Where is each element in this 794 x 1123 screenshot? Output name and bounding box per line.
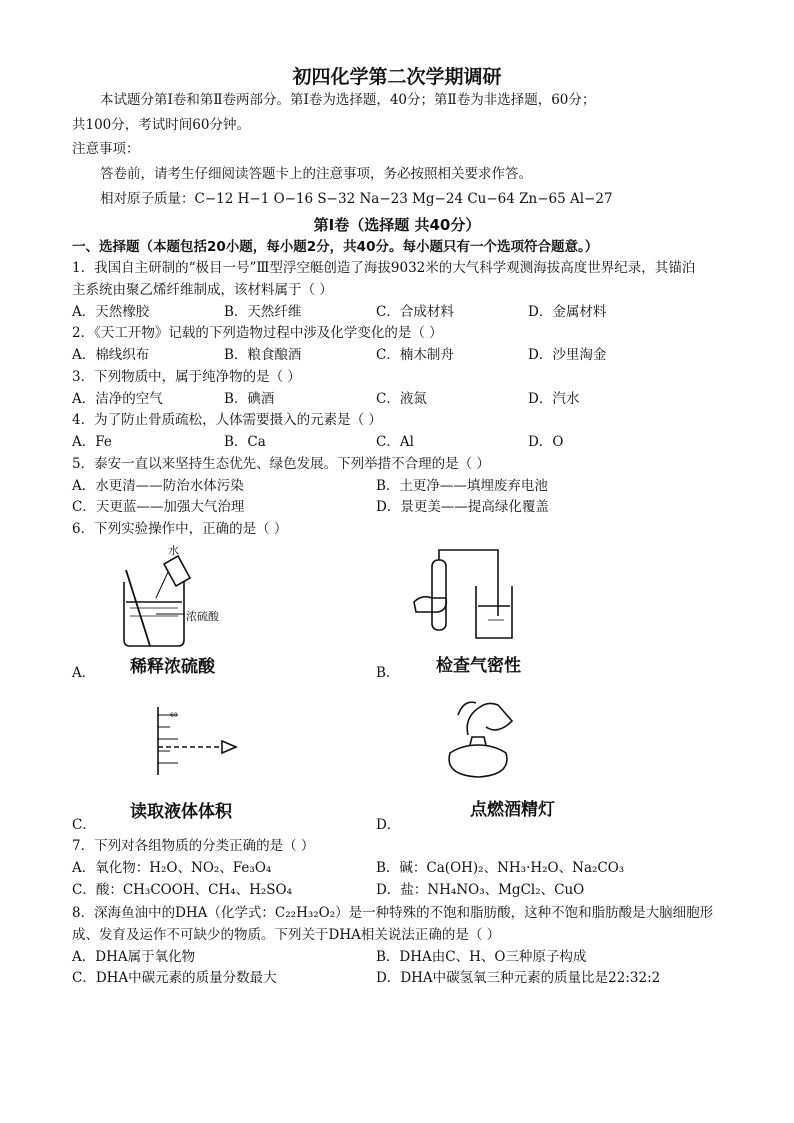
caption-b: 检查气密性: [436, 656, 521, 676]
notice-text: 答卷前，请考生仔细阅读答题卡上的注意事项，务必按照相关要求作答。: [100, 166, 532, 182]
q3-option-d: D．汽水: [528, 391, 580, 407]
q2-option-a: A．棉线织布: [72, 347, 150, 363]
air-tightness-figure: [408, 546, 518, 646]
q4-option-d: D．O: [528, 434, 564, 450]
q2-option-d: D．沙里淘金: [528, 347, 607, 363]
q6-stem: 6．下列实验操作中，正确的是（ ）: [72, 521, 288, 537]
q7-option-a: A．氧化物：H₂O、NO₂、Fe₃O₄: [72, 860, 272, 876]
q2-stem: 2．《天工开物》记载的下列造物过程中涉及化学变化的是（ ）: [72, 325, 443, 341]
q5-option-d: D．景更美——提高绿化覆盖: [376, 499, 549, 515]
q4-option-b: B．Ca: [224, 434, 266, 450]
q4-option-a: A．Fe: [72, 434, 112, 450]
alcohol-lamp-icon: [449, 745, 507, 777]
alcohol-lamp-figure: [428, 695, 528, 785]
q3-option-a: A．洁净的空气: [72, 391, 163, 407]
svg-text:60: 60: [170, 712, 178, 719]
q6-option-c: C．: [72, 817, 96, 833]
atomic-mass-line: 相对原子质量：C−12 H−1 O−16 S−32 Na−23 Mg−24 Cu−64 Zn−65 Al−27: [100, 191, 613, 207]
q6-option-b: B．: [376, 665, 400, 681]
q6-option-a: A．: [72, 665, 96, 681]
q8-option-d: D．DHA中碳氢氧三种元素的质量比是22:32:2: [376, 970, 661, 986]
notice-label: 注意事项：: [72, 141, 140, 157]
q5-option-a: A．水更清——防治水体污染: [72, 478, 244, 494]
beaker-icon: [476, 586, 512, 638]
q1-option-c: C．合成材料: [376, 304, 454, 320]
q5-option-b: B．土更净——填埋废弃电池: [376, 478, 548, 494]
section-title: 第Ⅰ卷（选择题 共40分）: [313, 216, 481, 234]
q2-option-b: B．粮食酿酒: [224, 347, 302, 363]
q7-option-c: C．酸：CH₃COOH、CH₄、H₂SO₄: [72, 882, 293, 898]
caption-c: 读取液体体积: [130, 802, 232, 822]
q3-option-c: C．液氮: [376, 391, 427, 407]
read-volume-figure: [150, 703, 260, 783]
q1-option-a: A．天然橡胶: [72, 304, 150, 320]
q8-line-2: 成、发育及运作不可缺少的物质。下列关于DHA相关说法正确的是（ ）: [72, 927, 501, 943]
q4-option-c: C．Al: [376, 434, 414, 450]
q1-option-d: D．金属材料: [528, 304, 607, 320]
q1-option-b: B．天然纤维: [224, 304, 302, 320]
part-heading: 一、选择题（本题包括20小题，每小题2分，共40分。每小题只有一个选项符合题意。）: [72, 239, 599, 255]
q3-option-b: B．碘酒: [224, 391, 275, 407]
q1-line-2: 主系统由聚乙烯纤维制成，该材料属于（ ）: [72, 282, 333, 298]
cup-icon: [164, 556, 190, 586]
q7-stem: 7．下列对各组物质的分类正确的是（ ）: [72, 838, 315, 854]
q8-option-c: C．DHA中碳元素的质量分数最大: [72, 970, 277, 986]
q6-option-d: D．: [376, 817, 401, 833]
intro-line-2: 共100分，考试时间60分钟。: [72, 117, 250, 133]
q4-stem: 4．为了防止骨质疏松，人体需要摄入的元素是（ ）: [72, 412, 382, 428]
caption-a: 稀释浓硫酸: [130, 657, 215, 677]
q8-option-a: A．DHA属于氧化物: [72, 949, 196, 965]
dilute-acid-figure: [116, 542, 246, 652]
water-label: 水: [168, 544, 179, 557]
page-title: 初四化学第二次学期调研: [292, 66, 502, 88]
q7-option-b: B．碱：Ca(OH)₂、NH₃·H₂O、Na₂CO₃: [376, 860, 625, 876]
test-tube-icon: [432, 560, 446, 630]
acid-label: 浓硫酸: [186, 610, 219, 623]
eye-icon: [222, 741, 236, 753]
hand-icon: [414, 597, 446, 612]
q7-option-d: D．盐：NH₄NO₃、MgCl₂、CuO: [376, 882, 585, 898]
q8-line-1: 8．深海鱼油中的DHA（化学式：C₂₂H₃₂O₂）是一种特殊的不饱和脂肪酸，这种不饱和脂肪酸是大脑细胞形: [72, 905, 714, 921]
q5-option-c: C．天更蓝——加强大气治理: [72, 499, 245, 515]
q3-stem: 3．下列物质中，属于纯净物的是（ ）: [72, 369, 301, 385]
q1-line-1: 1．我国自主研制的“极目一号”Ⅲ型浮空艇创造了海拔9032米的大气科学观测海拔高度世界纪录，其锚泊: [72, 260, 696, 276]
lamp-hand-icon: [467, 703, 512, 735]
intro-line-1: 本试题分第Ⅰ卷和第Ⅱ卷两部分。第Ⅰ卷为选择题，40分；第Ⅱ卷为非选择题，60分；: [100, 92, 596, 108]
q8-option-b: B．DHA由C、H、O三种原子构成: [376, 949, 587, 965]
q2-option-c: C．楠木制舟: [376, 347, 454, 363]
q5-stem: 5．泰安一直以来坚持生态优先、绿色发展。下列举措不合理的是（ ）: [72, 456, 490, 472]
caption-d: 点燃酒精灯: [470, 800, 555, 820]
